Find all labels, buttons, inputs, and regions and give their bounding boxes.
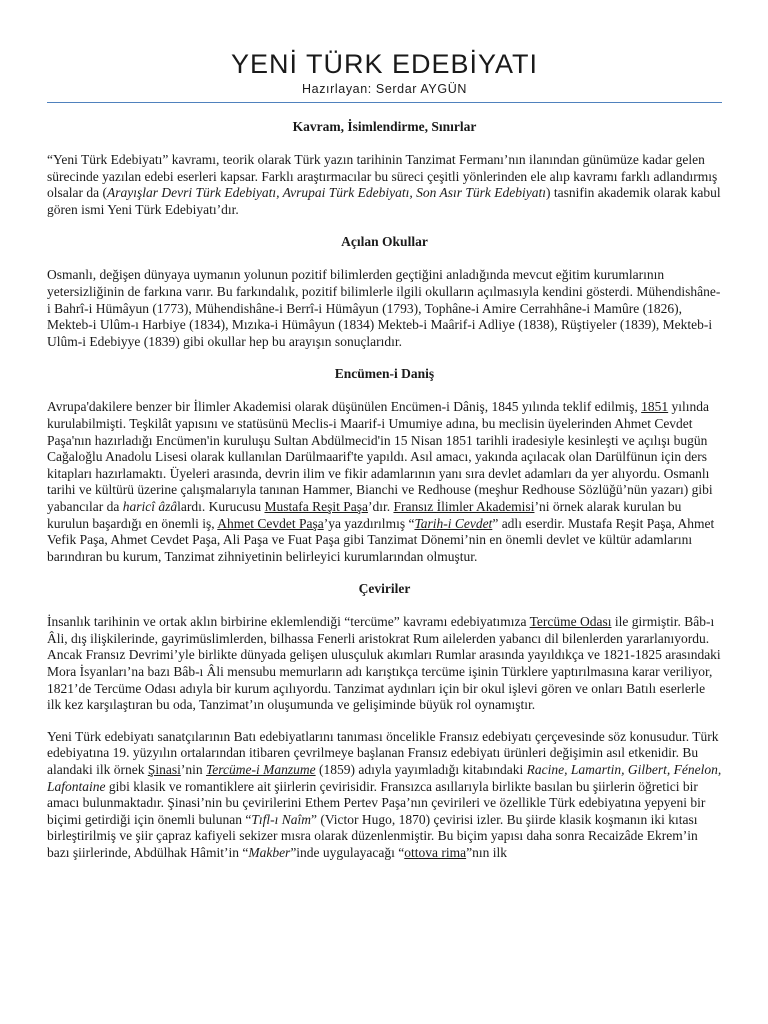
text-run-italic: Makber <box>248 845 291 860</box>
document-author: Hazırlayan: Serdar AYGÜN <box>302 82 467 96</box>
text-run: (1859) adıyla yayımladığı kitabındaki <box>315 762 527 778</box>
paragraph-kavram <box>47 152 722 218</box>
text-run: ”inde uygulayacağı “ <box>290 845 405 860</box>
section-heading-encumen: Encümen-i Daniş <box>334 366 435 382</box>
link-tercume-i-manzume[interactable]: Tercüme-i Manzume <box>205 762 316 778</box>
paragraph-encumen <box>47 399 722 565</box>
document-title: YENİ TÜRK EDEBİYATI <box>230 49 539 79</box>
text-run: ’dır. <box>367 498 394 514</box>
text-run: ’ni örnek alarak kurulan bu kurulun başardığı en önemli iş, <box>47 498 682 531</box>
text-run-italic: Tıfl-ı Naîm <box>251 811 311 827</box>
text-run: “Yeni Türk Edebiyatı” kavramı, teorik olarak Türk yazın tarihinin Tanzimat Fermanı’nın ilanından günümüze kadar gelen sürecinde yazılan edebi eserleri kapsar. Farklı araştırmacılar bu süreci çeşitli yönlerinden ele alıp kavramı farklı adlandırmış olsalar da ( <box>47 152 718 201</box>
text-run-italic: Arayışlar Devri Türk Edebiyatı, Avrupai Türk Edebiyatı, Son Asır Türk Edebiyatı <box>106 185 546 201</box>
text-run: İnsanlık tarihinin ve ortak aklın birbirine eklemlendiği “tercüme” kavramı edebiyatımıza <box>47 614 530 630</box>
text-run-italic: haricî âzâ <box>122 498 178 514</box>
link-mustafa-resit-pasa[interactable]: Mustafa Reşit Paşa <box>264 498 368 514</box>
text-run: ” (Victor Hugo, 1870) çevirisi izler. Bu şiirde klasik koşmanın iki kıtası birleştirilmiş ve şiir çapraz kafiyeli sekizer mısra olarak düzenlenmiştir. Bu biçim yapısı daha sonra Recaizâde Ekrem’in bazı şiirlerinde, Abdülhak Hâmit’in “ <box>47 811 698 860</box>
text-run: yılında kurulabilmişti. Teşkilât yapısını ve statüsünü Meclis-i Maarif-i Umumiye adına, bu meclisin üyelerinden Ahmet Cevdet Paşa'nın hazırladığı Encümen'in kuruluşu Sultan Abdülmecid'in 15 Nisan 1851 tarihli iradesiyle kesinleşti ve açılışı bugün Cağaloğlu Anadolu Lisesi olarak kullanılan Darülmaarif'te yapıldı. Asıl amacı, yakında açılacak olan Darülfünun için ders kitapları hazırlamaktı. Üyeleri arasında, devrin ilim ve fikir adamlarının yanı sıra devlet adamları da yer alıyordu. Osmanlı tarihi ve kültürü üzerine çalışmalarıyla tanınan Hammer, Bianchi ve Redhouse (meşhur Redhouse Sözlüğü’nün yazarı) gibi yabancılar da <box>47 399 713 514</box>
paragraph-okullar: Osmanlı, değişen dünyaya uymanın yolunun pozitif bilimlerden geçtiğini anladığında mevcut eğitim kurumlarının yetersizliğinin de farkına varır. Bu farkındalık, pozitif bilimlerle ilgili okulların açılmasıyla kendini gösterdi. Mühendishâne-i Bahrî-i Hümâyun (1773), Mühendishâne-i Berrî-i Hümâyun (1793), Tophâne-i Amire Cerrahhâne-i Mamûre (1826), Mekteb-i Ulûm-ı Harbiye (1834), Mızıka-i Hümâyun (1834) Mekteb-i Maârif-i Adliye (1838), Rüştiyeler (1839), Mekteb-i Ulûm-i Edebiyye (1839) gibi okullar hep bu arayışın sonuçlarıdır. <box>47 267 721 349</box>
text-run: Avrupa'dakilere benzer bir İlimler Akademisi olarak düşünülen Encümen-i Dâniş, 1845 yılında teklif edilmiş, <box>47 399 642 415</box>
link-tarih-i-cevdet[interactable]: Tarih-i Cevdet <box>414 515 493 531</box>
text-run: ’nin <box>180 762 206 778</box>
text-run: lardı. Kurucusu <box>177 498 265 514</box>
link-1851[interactable]: 1851 <box>641 399 669 415</box>
text-run-italic: Racine, Lamartin, Gilbert, Fénelon, Lafontaine <box>47 762 722 794</box>
section-heading-ceviriler: Çeviriler <box>358 581 411 597</box>
link-fransiz-ilimler-akademisi[interactable]: Fransız İlimler Akademisi <box>393 498 535 514</box>
text-run: Yeni Türk edebiyatı sanatçılarının Batı edebiyatlarını tanıması öncelikle Fransız edebiyatı çerçevesinde söz konusudur. Türk edebiyatına 19. yüzyılın ortalarından itibaren çevrilmeye başlanan Fransız edebiyatı ürünleri değişimin asıl etkenidir. Bu alandaki ilk örnek <box>47 728 719 778</box>
section-heading-okullar: Açılan Okullar <box>341 234 428 250</box>
text-run: ”nın ilk <box>466 845 507 860</box>
text-run: ) tasnifin akademik olarak kabul gören ismi Yeni Türk Edebiyatı’dır. <box>47 185 721 217</box>
text-run: gibi klasik ve romantiklere ait şiirlerin çevirisidir. Fransızca asıllarıyla birlikte basılan bu şiirlerin öğretici bir amacı bulunmaktadır. Şinasi’nin bu çevirilerini Ethem Pertev Paşa’nın çevirileri ve özellikle Türk edebiyatına yepyeni bir biçimi getirdiği için önemli bulunan “ <box>47 778 706 827</box>
title-divider <box>47 102 722 103</box>
link-tercume-odasi[interactable]: Tercüme Odası <box>529 614 612 630</box>
section-heading-kavram: Kavram, İsimlendirme, Sınırlar <box>292 119 477 134</box>
text-run: ’ya yazdırılmış “ <box>323 515 415 531</box>
text-run: ile girmiştir. Bâb-ı Âli, dış ilişkilerinde, gayrimüslimlerden, bilhassa Fenerli aristokrat Rum ailelerden yabancı dil bilenlerden yararlanıyordu. Ancak Fransız Devrimi’yle birlikte dünyada gelişen ulusçuluk akımları Rumlar arasında yayıldıkça ve 1821-1825 arasındaki Mora İsyanları’na bazı Bâb-ı Âli mensubu memurların adı karıştıkça tercüme işinin Türklere yaptırılmasına karar veriliyor, 1821’de Tercüme Odası adıyla bir kurum açılıyordu. Tanzimat aydınları için bir okul işlevi gören ve onları Batılı eserlerle ilk kez karşılaştıran bu oda, Tanzimat’ın oluşumunda ve gelişiminde büyük rol oynamıştır. <box>47 614 721 713</box>
link-ahmet-cevdet-pasa[interactable]: Ahmet Cevdet Paşa <box>217 515 324 531</box>
paragraph-ceviriler-1 <box>47 614 722 714</box>
link-ottova-rima[interactable]: ottova rima <box>404 845 467 860</box>
text-run: ” adlı eserdir. Mustafa Reşit Paşa, Ahmet Vefik Paşa, Ahmet Cevdet Paşa, Ali Paşa ve Fuat Paşa gibi Tanzimat Dönemi’nin en önemli devlet ve kültür adamlarını barındıran bu kurum, Tanzimat zihniyetinin belirleyici kurumlarından olmuştur. <box>47 515 715 564</box>
link-sinasi[interactable]: Şinasi <box>147 762 181 778</box>
paragraph-ceviriler-2 <box>47 729 722 862</box>
